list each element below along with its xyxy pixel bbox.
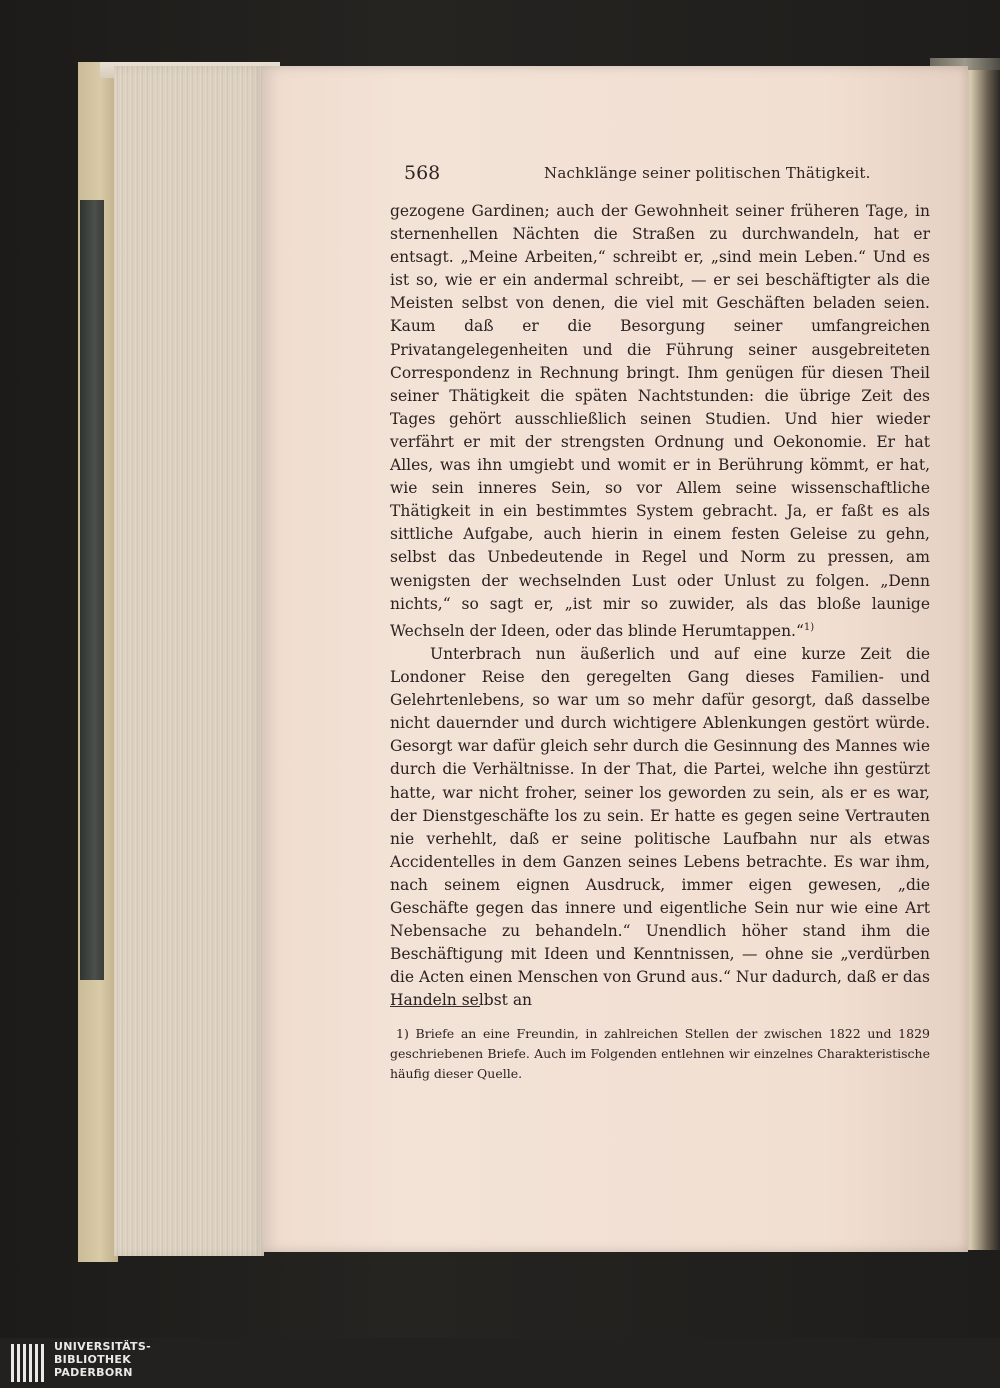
paragraph-text: gezogene Gardinen; auch der Gewohnheit seiner früheren Tage, in sternenhellen Nächten die Straßen zu durchwandeln, hat er entsagt. „Meine Arbeiten,“ schreibt er, „sind mein Leben.“ Und es ist so, wie er ein andermal schreibt, — er sei beschäftigter als die Meisten selbst von denen, die viel mit Geschäften beladen seien. Kaum daß er die Besorgung seiner umfangreichen Privatangelegenheiten und die Führung seiner ausgebreiteten Correspondenz in Rechnung bringt. Ihm genügen für diesen Theil seiner Thätigkeit die späten Nachtstunden: die übrige Zeit des Tages gehört ausschließlich seinen Studien. Und hier wieder verfährt er mit der strengsten Ordnung und Oekonomie. Er hat Alles, was ihn umgiebt und womit er in Berührung kömmt, er hat, wie sein inneres Sein, so vor Allem seine wissenschaftliche Thätigkeit in ein bestimmtes System gebracht. Ja, er faßt es als sittliche Aufgabe, auch hierin in einem festen Geleise zu gehn, selbst das Unbedeutende in Regel und Norm zu pressen, am wenigsten der wechselnden Lust oder Unlust zu folgen. „Denn nichts,“ so sagt er, „ist mir so zuwider, als das bloße launige Wechseln der Ideen, oder das blinde Herumtappen.“	[390, 202, 930, 640]
paragraph	[390, 200, 930, 643]
library-name	[54, 1340, 254, 1379]
paragraph: Unterbrach nun äußerlich und auf eine kurze Zeit die Londoner Reise den geregelten Gang dieses Familien- und Gelehrtenlebens, so war um so mehr dafür gesorgt, daß dasselbe nicht dauernder und durch wichtigere Ablenkungen gestört würde. Gesorgt war dafür gleich sehr durch die Gesinnung des Mannes wie durch die Verhältnisse. In der That, die Partei, welche ihn gestürzt hatte, war nicht froher, seiner los geworden zu sein, als er es war, der Dienstgeschäfte los zu sein. Er hatte es gegen seine Vertrauten nie verhehlt, daß er seine politische Laufbahn nur als etwas Accidentelles in dem Ganzen seines Lebens betrachte. Es war ihm, nach seinem eignen Ausdruck, immer eigen gewesen, „die Geschäfte gegen das innere und eigentliche Sein nur wie eine Art Nebensache zu behandeln.“ Unendlich höher stand ihm die Beschäftigung mit Ideen und Kenntnissen, — ohne sie „verdürben die Acten einen Menschen von Grund aus.“ Nur dadurch, daß er das Handeln selbst an	[390, 644, 930, 1010]
body-text	[390, 200, 930, 1012]
page-header	[404, 162, 950, 190]
library-name-line: PADERBORN	[54, 1366, 133, 1379]
footnote-divider	[390, 1006, 480, 1007]
library-name-line: UNIVERSITÄTS-	[54, 1340, 151, 1353]
library-logo-icon	[10, 1342, 48, 1384]
footnote-reference[interactable]: 1)	[803, 621, 815, 633]
library-name-line: BIBLIOTHEK	[54, 1353, 132, 1366]
book-cover-cloth	[80, 200, 104, 980]
page-edges-stack	[114, 66, 264, 1256]
footnote	[390, 1024, 930, 1084]
footnote-marker: 1)	[396, 1026, 409, 1041]
footnote-text: Briefe an eine Freundin, in zahlreichen Stellen der zwischen 1822 und 1829 geschriebenen Briefe. Auch im Folgenden entlehnen wir einzelnes Charakteristische häufig dieser Quelle.	[390, 1026, 930, 1081]
page-number: 568	[404, 162, 441, 184]
running-title: Nachklänge seiner politischen Thätigkeit.	[544, 164, 871, 182]
